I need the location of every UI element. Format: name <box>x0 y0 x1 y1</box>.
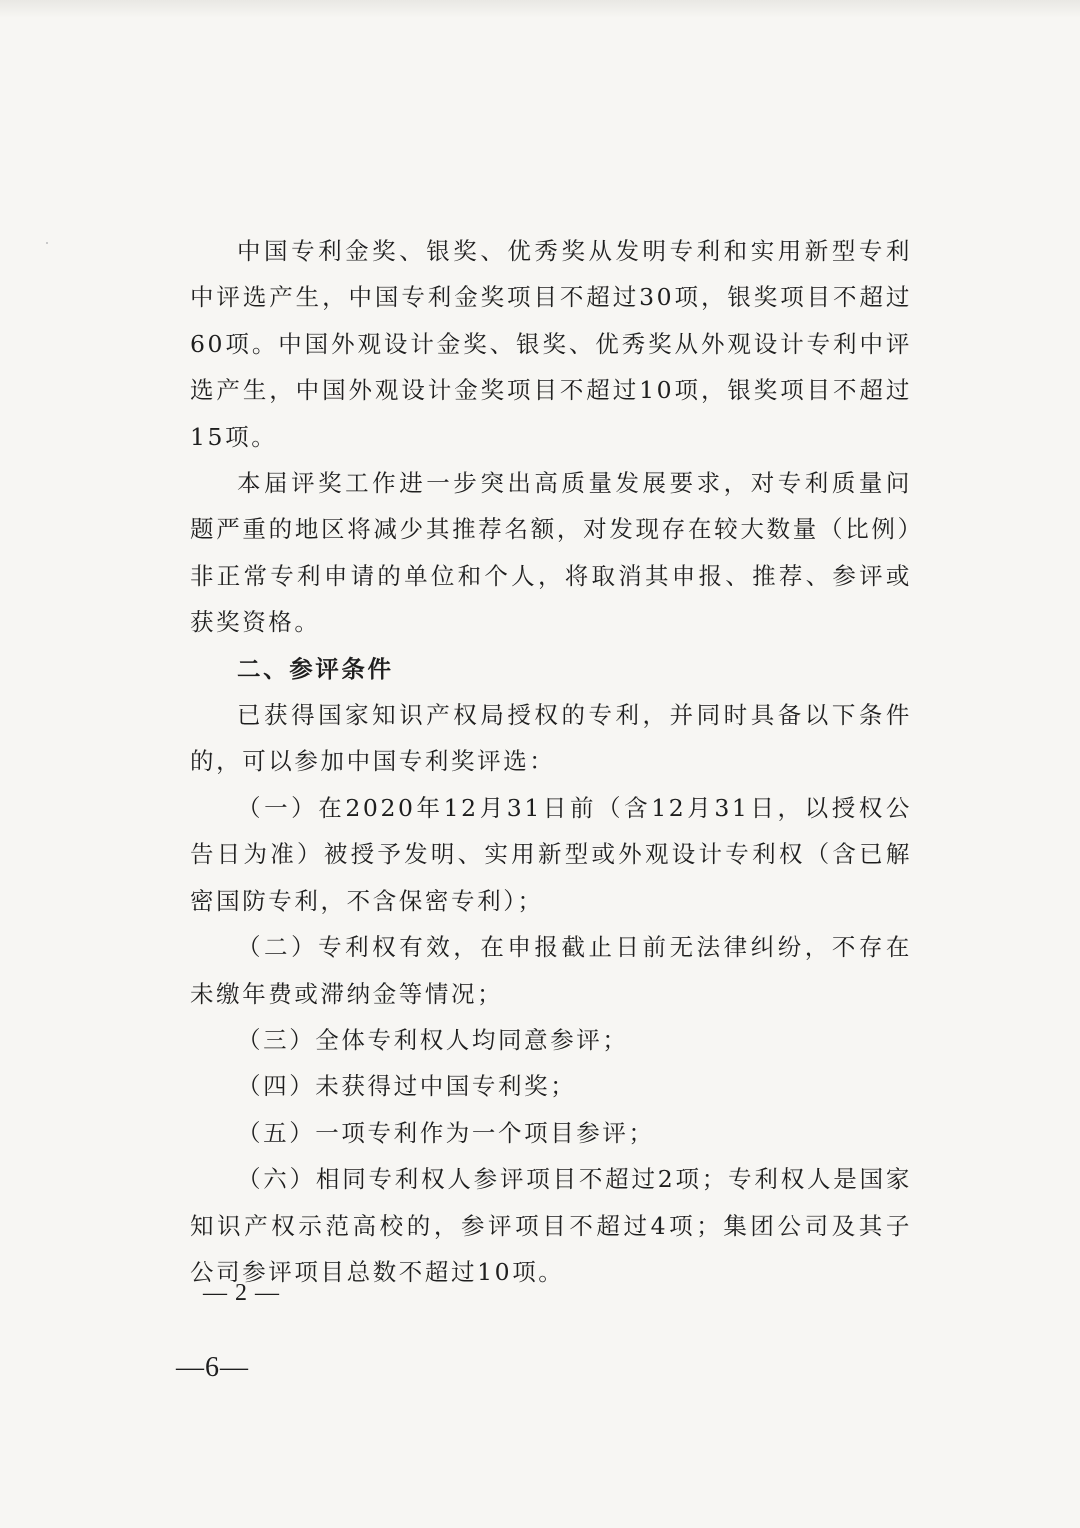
inner-page-number: — 2 — <box>203 1280 280 1306</box>
section-heading: 二、参评条件 <box>237 654 394 683</box>
outer-page-number: —6— <box>176 1352 249 1383</box>
condition-item-2: （二）专利权有效，在申报截止日前无法律纠纷，不存在未缴年费或滞纳金等情况； <box>190 933 912 1008</box>
condition-item-1: （一）在2020年12月31日前（含12月31日，以授权公告日为准）被授予发明、实用新型或外观设计专利权（含已解密国防专利，不含保密专利）； <box>190 793 912 915</box>
document-body <box>190 228 912 1295</box>
condition-item-3: （三）全体专利权人均同意参评； <box>237 1025 629 1054</box>
scan-edge-shadow <box>0 0 1080 18</box>
condition-item-4: （四）未获得过中国专利奖； <box>237 1072 577 1101</box>
awards-paragraph: 中国专利金奖、银奖、优秀奖从发明专利和实用新型专利中评选产生，中国专利金奖项目不超过30项，银奖项目不超过60项。中国外观设计金奖、银奖、优秀奖从外观设计专利中评选产生，中国外观设计金奖项目不超过10项，银奖项目不超过15项。 <box>190 237 912 451</box>
quality-paragraph: 本届评奖工作进一步突出高质量发展要求，对专利质量问题严重的地区将减少其推荐名额，对发现存在较大数量（比例）非正常专利申请的单位和个人，将取消其申报、推荐、参评或获奖资格。 <box>190 469 912 637</box>
condition-item-5: （五）一项专利作为一个项目参评； <box>237 1118 655 1147</box>
section-intro: 已获得国家知识产权局授权的专利，并同时具备以下条件的，可以参加中国专利奖评选： <box>190 701 912 776</box>
scan-speck <box>46 242 48 244</box>
condition-item-6: （六）相同专利权人参评项目不超过2项；专利权人是国家知识产权示范高校的，参评项目不超过4项；集团公司及其子公司参评项目总数不超过10项。 <box>190 1165 912 1286</box>
